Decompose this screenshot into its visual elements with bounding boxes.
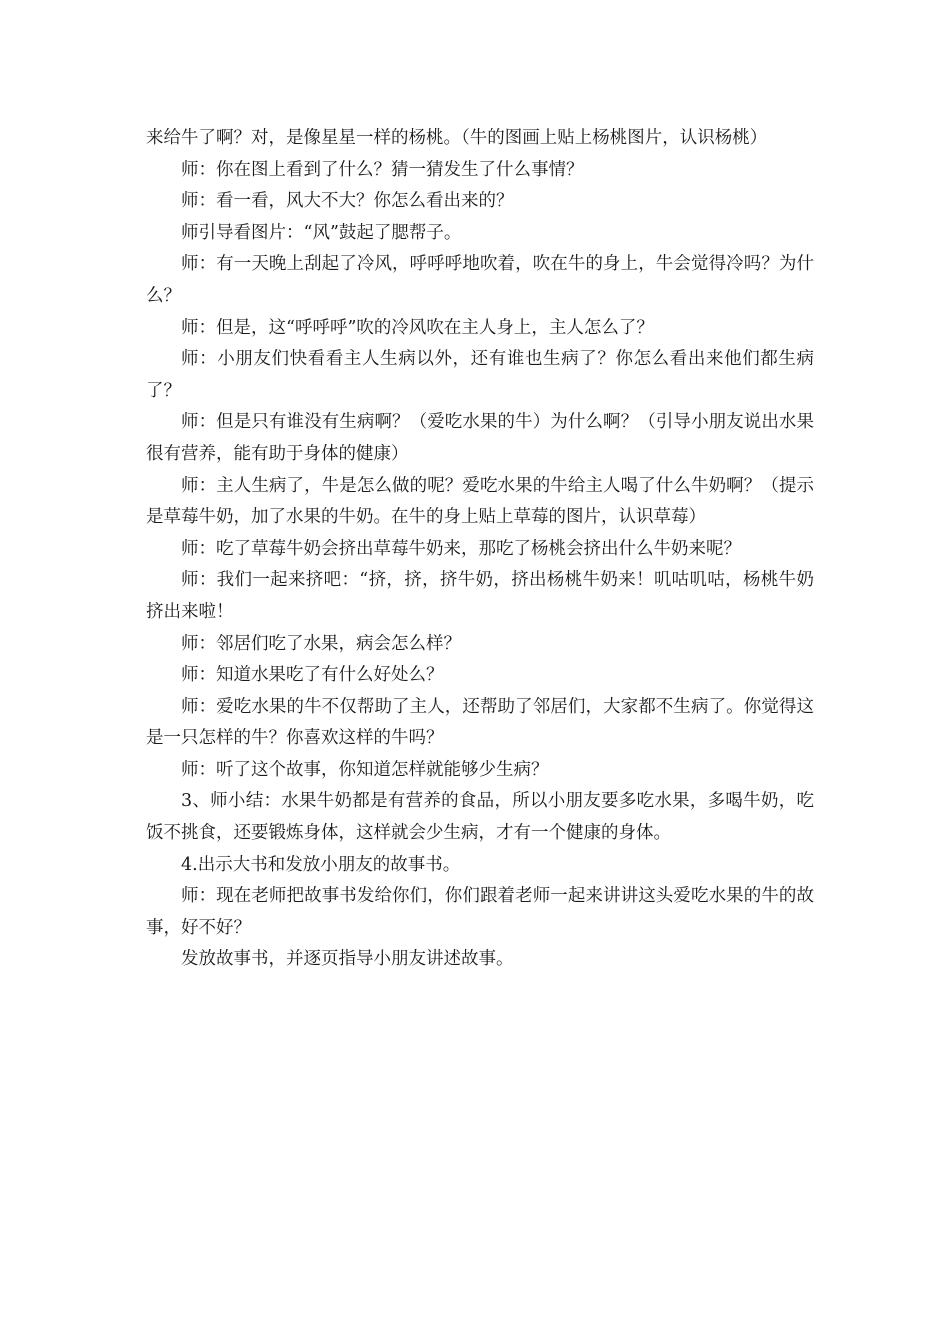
paragraph: 师：你在图上看到了什么？猜一猜发生了什么事情？ [181,159,584,180]
paragraph: 师：小朋友们快看看主人生病以外，还有谁也生病了？你怎么看出来他们都生病了？ [146,349,814,401]
paragraph: 师：吃了草莓牛奶会挤出草莓牛奶来，那吃了杨桃会挤出什么牛奶来呢？ [181,538,741,559]
paragraph: 4.出示大书和发放小朋友的故事书。 [181,854,461,875]
document-body [146,123,814,976]
paragraph: 师：有一天晚上刮起了冷风，呼呼呼地吹着，吹在牛的身上，牛会觉得冷吗？为什么？ [146,254,814,306]
paragraph: 发放故事书，并逐页指导小朋友讲述故事。 [181,949,514,970]
paragraph: 师：现在老师把故事书发给你们，你们跟着老师一起来讲讲这头爱吃水果的牛的故事，好不好？ [146,886,814,938]
paragraph: 师：但是只有谁没有生病啊？（爱吃水果的牛）为什么啊？（引导小朋友说出水果很有营养，能有助于身体的健康） [146,412,814,464]
paragraph: 师：但是，这“呼呼呼”吹的冷风吹在主人身上，主人怎么了？ [181,317,654,338]
paragraph: 师：邻居们吃了水果，病会怎么样？ [181,633,461,654]
paragraph: 师：爱吃水果的牛不仅帮助了主人，还帮助了邻居们，大家都不生病了。你觉得这是一只怎样的牛？你喜欢这样的牛吗？ [146,696,814,749]
paragraph: 来给牛了啊？对，是像星星一样的杨桃。（牛的图画上贴上杨桃图片，认识杨桃） [146,128,768,148]
paragraph: 师：知道水果吃了有什么好处么？ [181,665,444,686]
paragraph: 3、师小结：水果牛奶都是有营养的食品，所以小朋友要多吃水果，多喝牛奶，吃饭不挑食，还要锻炼身体，这样就会少生病，才有一个健康的身体。 [146,791,814,844]
paragraph: 师：听了这个故事，你知道怎样就能够少生病？ [181,759,549,780]
paragraph: 师：我们一起来挤吧：“挤，挤，挤牛奶，挤出杨桃牛奶来！叽咕叽咕，杨桃牛奶挤出来啦！ [146,570,814,622]
paragraph: 师引导看图片：“风”鼓起了腮帮子。 [181,222,462,243]
paragraph: 师：主人生病了，牛是怎么做的呢？爱吃水果的牛给主人喝了什么牛奶啊？（提示是草莓牛奶，加了水果的牛奶。在牛的身上贴上草莓的图片，认识草莓） [146,475,814,528]
paragraph: 师：看一看，风大不大？你怎么看出来的？ [181,191,514,212]
